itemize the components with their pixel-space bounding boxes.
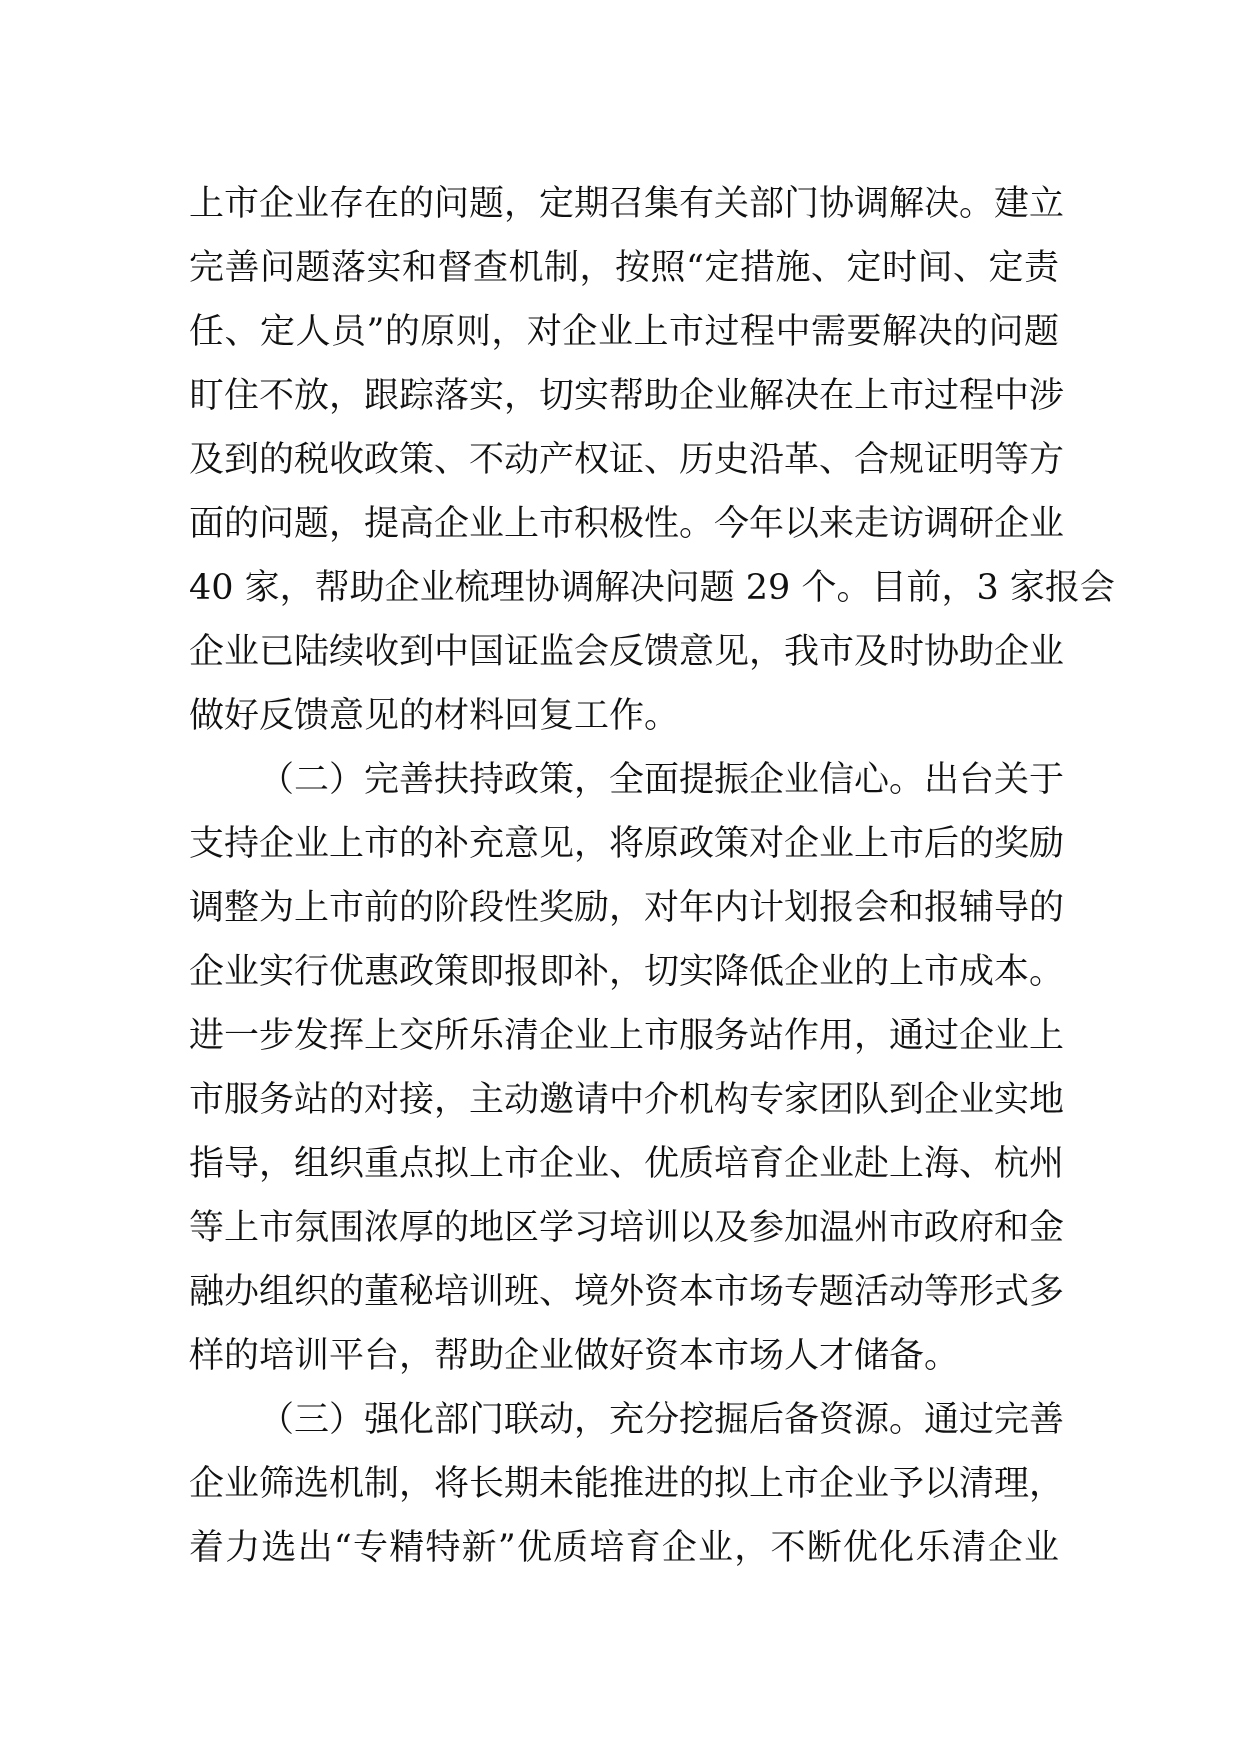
text-line: 盯住不放，跟踪落实，切实帮助企业解决在上市过程中涉 bbox=[189, 376, 1065, 416]
text-line: 面的问题，提高企业上市积极性。今年以来走访调研企业 bbox=[189, 504, 1065, 544]
paragraph-3 bbox=[189, 1388, 1065, 1580]
document-page bbox=[189, 172, 1115, 1580]
section-heading-line: （三）强化部门联动，充分挖掘后备资源。通过完善 bbox=[259, 1400, 1065, 1440]
text-line: 企业筛选机制，将长期未能推进的拟上市企业予以清理， bbox=[189, 1464, 1065, 1504]
text-line: 及到的税收政策、不动产权证、历史沿革、合规证明等方 bbox=[189, 440, 1065, 480]
text-line: 企业实行优惠政策即报即补，切实降低企业的上市成本。 bbox=[189, 952, 1065, 992]
text-line: 调整为上市前的阶段性奖励，对年内计划报会和报辅导的 bbox=[189, 888, 1065, 928]
text-line: 样的培训平台，帮助企业做好资本市场人才储备。 bbox=[189, 1336, 960, 1376]
text-line: 支持企业上市的补充意见，将原政策对企业上市后的奖励 bbox=[189, 824, 1065, 864]
paragraph-2 bbox=[189, 748, 1065, 1388]
section-heading-line: （二）完善扶持政策，全面提振企业信心。出台关于 bbox=[259, 760, 1065, 800]
text-line: 市服务站的对接，主动邀请中介机构专家团队到企业实地 bbox=[189, 1080, 1065, 1120]
text-line: 上市企业存在的问题，定期召集有关部门协调解决。建立 bbox=[189, 184, 1065, 224]
paragraph-1 bbox=[189, 172, 1115, 748]
text-line: 完善问题落实和督查机制，按照“定措施、定时间、定责 bbox=[189, 248, 1059, 288]
text-line: 等上市氛围浓厚的地区学习培训以及参加温州市政府和金 bbox=[189, 1208, 1065, 1248]
text-line: 进一步发挥上交所乐清企业上市服务站作用，通过企业上 bbox=[189, 1016, 1065, 1056]
text-line: 着力选出“专精特新”优质培育企业，不断优化乐清企业 bbox=[189, 1528, 1059, 1568]
text-line: 任、定人员”的原则，对企业上市过程中需要解决的问题 bbox=[189, 312, 1059, 352]
text-line: 做好反馈意见的材料回复工作。 bbox=[189, 696, 680, 736]
text-line: 指导，组织重点拟上市企业、优质培育企业赴上海、杭州 bbox=[189, 1144, 1065, 1184]
text-line: 40 家，帮助企业梳理协调解决问题 29 个。目前，3 家报会 bbox=[189, 568, 1115, 608]
text-line: 融办组织的董秘培训班、境外资本市场专题活动等形式多 bbox=[189, 1272, 1065, 1312]
text-line: 企业已陆续收到中国证监会反馈意见，我市及时协助企业 bbox=[189, 632, 1065, 672]
